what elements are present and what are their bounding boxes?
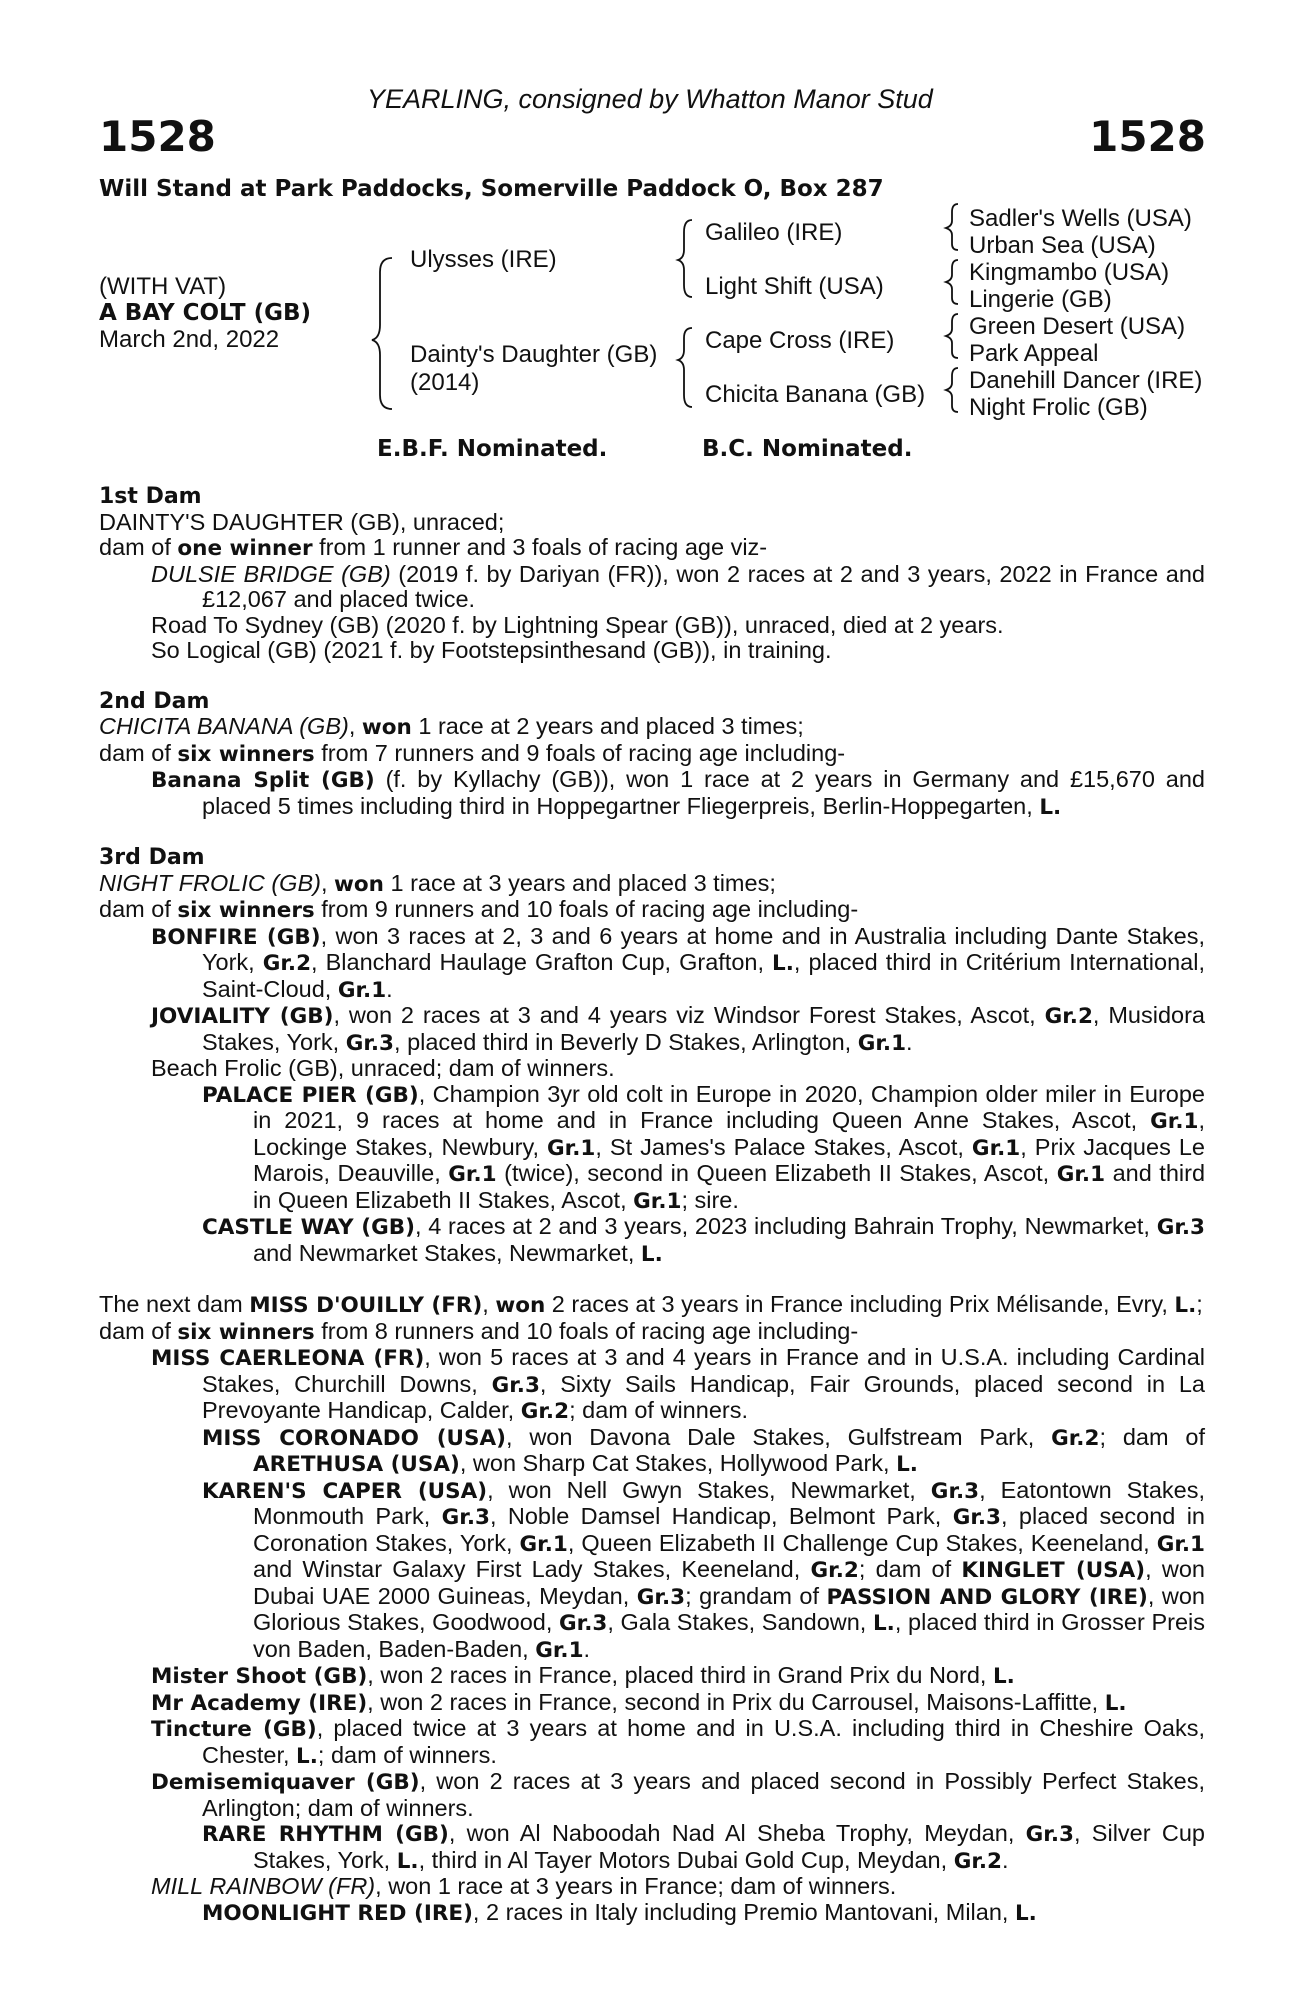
dam-sire: Cape Cross (IRE) [705,327,895,354]
brace-dam [678,328,692,407]
dam4-summary: The next dam MISS D'OUILLY (FR), won 2 races at 3 years in France including Prix Mélisande, Evry, L.; [99,1291,1203,1318]
progeny-entry: Mister Shoot (GB), won 2 races in France, placed third in Grand Prix du Nord, L. [151,1662,1015,1689]
ped-ddd: Night Frolic (GB) [969,394,1148,421]
ped-dss: Green Desert (USA) [969,313,1186,340]
vat-note: (WITH VAT) [99,273,227,300]
ped-sds: Kingmambo (USA) [969,259,1170,286]
sire-dam: Light Shift (USA) [705,273,884,300]
sire-sire: Galileo (IRE) [705,219,843,246]
dam-name: Dainty's Daughter (GB) [410,341,658,368]
bc-nomination: B.C. Nominated. [702,436,913,462]
progeny-entry: MOONLIGHT RED (IRE), 2 races in Italy including Premio Mantovani, Milan, L. [202,1898,1037,1926]
dam-year: (2014) [410,369,480,396]
progeny-entry: PALACE PIER (GB), Champion 3yr old colt in Europe in 2020, Champion older miler in Europe in 2021, 9 races at home and in France including Queen Anne Stakes, Ascot, Gr.1, Lockinge Stakes, Newbury, Gr.1, St James's Palace Stakes, Ascot, Gr.1, Prix Jacques Le Marois, Deauville, Gr.1 (twice), second in Queen Elizabeth II Stakes, Ascot, Gr.1 and third in Queen Elizabeth II Stakes, Ascot, Gr.1; sire. [202,1080,1206,1214]
progeny-entry: RARE RHYTHM (GB), won Al Naboodah Nad Al Sheba Trophy, Meydan, Gr.3, Silver Cup Stakes, York, L., third in Al Tayer Motors Dubai Gold Cup, Meydan, Gr.2. [202,1820,1205,1874]
dam2-summary: CHICITA BANANA (GB), won 1 race at 2 years and placed 3 times; [99,713,804,740]
brace-gen1 [372,258,392,409]
progeny-entry: DULSIE BRIDGE (GB) (2019 f. by Dariyan (FR)), won 2 races at 2 and 3 years, 2022 in France and £12,067 and placed twice. [151,560,1205,612]
dam4-produce-summary: dam of six winners from 8 runners and 10 foals of racing age including- [99,1317,859,1345]
dam-dam: Chicita Banana (GB) [705,381,926,408]
progeny-entry: KAREN'S CAPER (USA), won Nell Gwyn Stakes, Newmarket, Gr.3, Eatontown Stakes, Monmouth Park, Gr.3, Noble Damsel Handicap, Belmont Park, Gr.3, placed second in Coronation Stakes, York, Gr.1, Queen Elizabeth II Challenge Cup Stakes, Keeneland, Gr.1 and Winstar Galaxy First Lady Stakes, Keeneland, Gr.2; dam of KINGLET (USA), won Dubai UAE 2000 Guineas, Meydan, Gr.3; grandam of PASSION AND GLORY (IRE), won Glorious Stakes, Goodwood, Gr.3, Gala Stakes, Sandown, L., placed third in Grosser Preis von Baden, Baden-Baden, Gr.1. [202,1476,1206,1663]
section-heading-1st-dam: 1st Dam [99,484,202,509]
section-heading-2nd-dam: 2nd Dam [99,688,210,714]
ped-dsd: Park Appeal [969,340,1099,367]
brace-sire [678,220,692,297]
ped-sss: Sadler's Wells (USA) [969,205,1192,232]
progeny-entry: MILL RAINBOW (FR), won 1 race at 3 years in France; dam of winners. [151,1873,897,1899]
sire: Ulysses (IRE) [410,246,557,273]
dam3-produce-summary: dam of six winners from 9 runners and 10 foals of racing age including- [99,896,859,923]
progeny-entry: JOVIALITY (GB), won 2 races at 3 and 4 years viz Windsor Forest Stakes, Ascot, Gr.2, Musidora Stakes, York, Gr.3, placed third in Beverly D Stakes, Arlington, Gr.1. [151,1002,1205,1056]
horse-dob: March 2nd, 2022 [99,326,280,353]
catalogue-body [99,484,1205,1926]
progeny-entry: Tincture (GB), placed twice at 3 years at home and in U.S.A. including third in Cheshire Oaks, Chester, L.; dam of winners. [151,1715,1206,1769]
progeny-entry: CASTLE WAY (GB), 4 races at 2 and 3 years, 2023 including Bahrain Trophy, Newmarket, Gr.3 and Newmarket Stakes, Newmarket, L. [202,1213,1205,1267]
ped-ssd: Urban Sea (USA) [969,232,1156,259]
progeny-entry: BONFIRE (GB), won 3 races at 2, 3 and 6 years at home and in Australia including Dante Stakes, York, Gr.2, Blanchard Haulage Grafton Cup, Grafton, L., placed third in Critérium International, Saint-Cloud, Gr.1. [151,922,1205,1003]
brace-ds [946,314,958,358]
ped-sdd: Lingerie (GB) [969,286,1112,313]
lot-number-right: 1528 [1089,112,1206,161]
progeny-entry: Beach Frolic (GB), unraced; dam of winners. [151,1055,615,1081]
progeny-entry: Banana Split (GB) (f. by Kyllachy (GB)), won 1 race at 2 years in Germany and £15,670 and placed 5 times including third in Hoppegartner Fliegerpreis, Berlin-Hoppegarten, L. [151,766,1205,820]
progeny-entry: So Logical (GB) (2021 f. by Footstepsinthesand (GB)), in training. [151,637,832,663]
progeny-entry: Mr Academy (IRE), won 2 races in France, second in Prix du Carrousel, Maisons-Laffitte, L. [151,1688,1127,1716]
progeny-entry: MISS CORONADO (USA), won Davona Dale Stakes, Gulfstream Park, Gr.2; dam of ARETHUSA (USA), won Sharp Cat Stakes, Hollywood Park, L. [202,1423,1206,1477]
brace-dd [946,368,958,412]
dam1-summary: DAINTY'S DAUGHTER (GB), unraced; [99,508,505,535]
dam2-produce-summary: dam of six winners from 7 runners and 9 foals of racing age including- [99,739,846,767]
ebf-nomination: E.B.F. Nominated. [377,436,608,462]
section-heading-3rd-dam: 3rd Dam [99,845,205,870]
progeny-entry: MISS CAERLEONA (FR), won 5 races at 3 and 4 years in France and in U.S.A. including Cardinal Stakes, Churchill Downs, Gr.3, Sixty Sails Handicap, Fair Grounds, placed second in La Prevoyante Handicap, Calder, Gr.2; dam of winners. [151,1344,1205,1424]
progeny-entry: Demisemiquaver (GB), won 2 races at 3 years and placed second in Possibly Perfect Stakes, Arlington; dam of winners. [151,1768,1205,1821]
brace-ss [946,204,958,250]
catalogue-subtitle: YEARLING, consigned by Whatton Manor Stud [367,84,933,114]
ped-dds: Danehill Dancer (IRE) [969,367,1203,394]
brace-sd [946,260,958,304]
stand-location: Will Stand at Park Paddocks, Somerville Paddock O, Box 287 [99,176,884,202]
progeny-entry: Road To Sydney (GB) (2020 f. by Lightning Spear (GB)), unraced, died at 2 years. [151,611,1004,638]
dam3-summary: NIGHT FROLIC (GB), won 1 race at 3 years and placed 3 times; [99,869,776,897]
lot-number-left: 1528 [99,112,216,161]
dam1-produce-summary: dam of one winner from 1 runner and 3 foals of racing age viz- [99,534,768,561]
horse-name: A BAY COLT (GB) [99,300,312,326]
